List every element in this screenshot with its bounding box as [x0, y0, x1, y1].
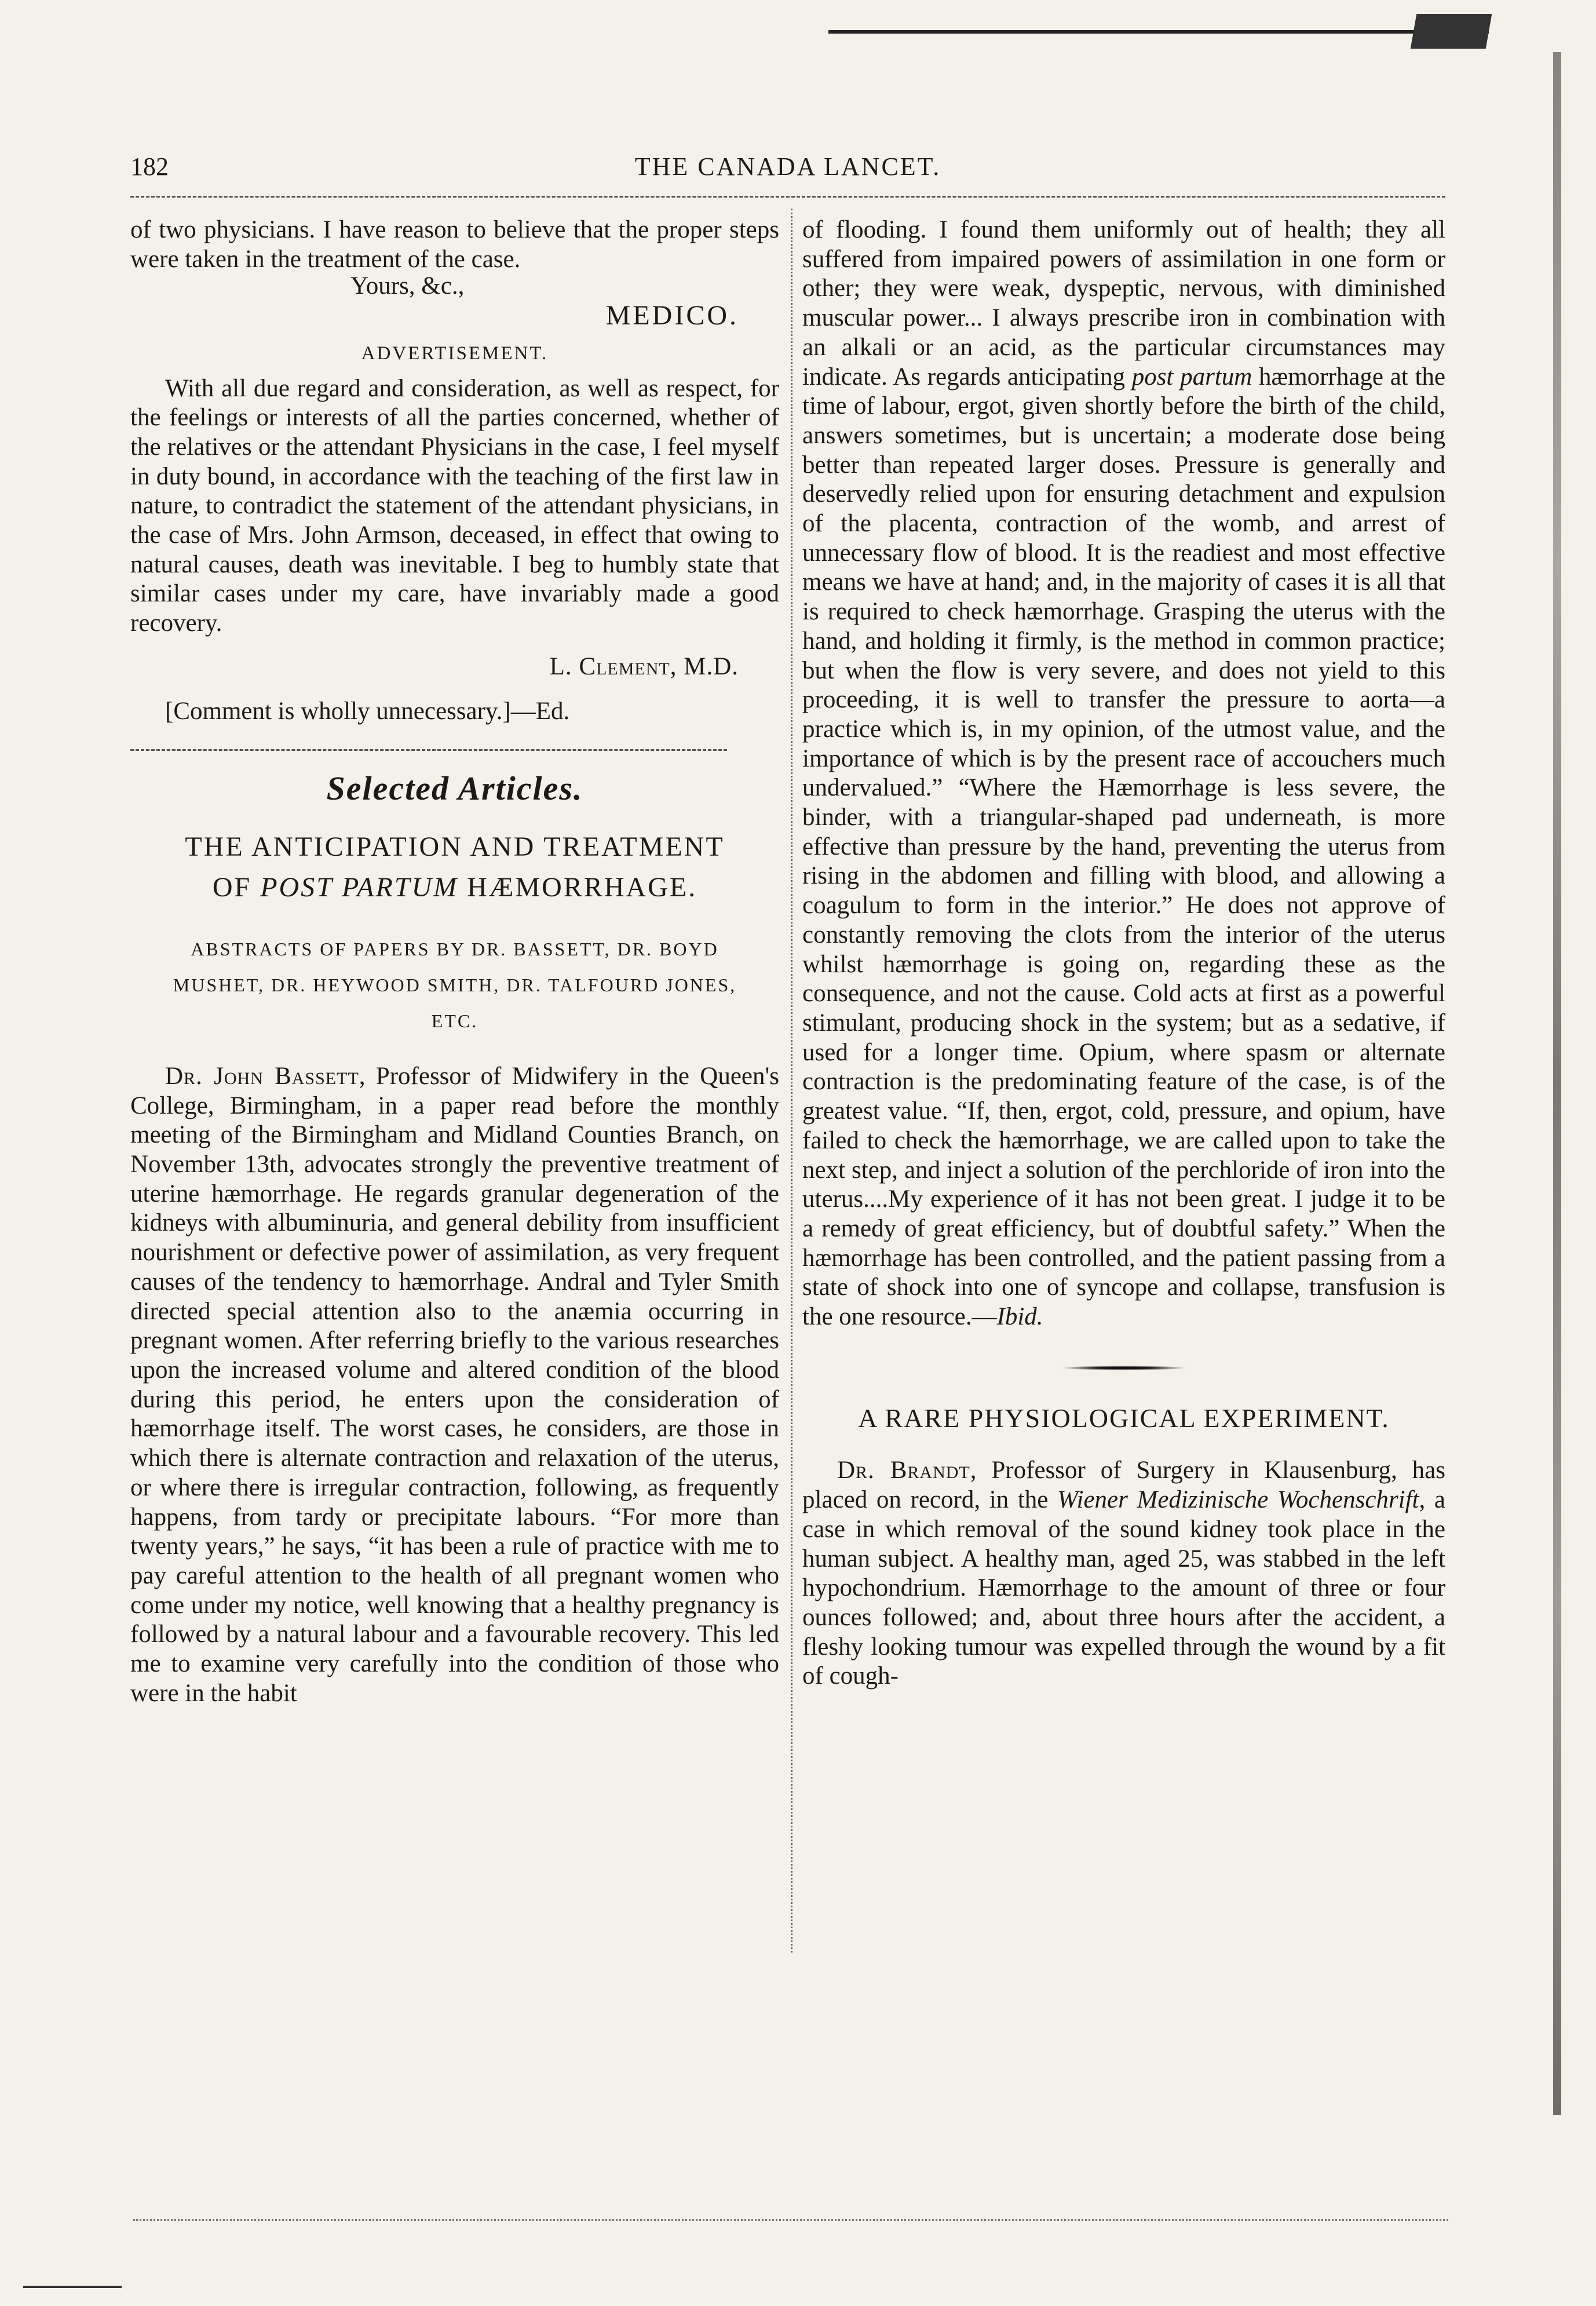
article-abstract-note: ABSTRACTS OF PAPERS BY DR. BASSETT, DR. BOYD MUSHET, DR. HEYWOOD SMITH, DR. TALFOURD JONES, ETC.: [173, 938, 737, 1031]
article-title-line-1: THE ANTICIPATION AND TREATMENT: [185, 831, 725, 862]
right-column: [802, 216, 1445, 1691]
page-edge-shadow: [1553, 52, 1561, 2115]
section-title: Selected Articles.: [326, 769, 583, 808]
column-rule: [791, 209, 792, 1953]
article-title: [130, 827, 779, 908]
page-header: [130, 152, 1445, 198]
article-title-italic: POST PARTUM: [260, 871, 459, 903]
continuation-text: hæmorrhage at the time of labour, ergot, given shortly before the birth of the child, answers sometimes, but is uncertain; a moderate dose being better than repeated larger doses. Pressure is generally and deservedly relied upon for ensuring detachment and expulsion of the placenta, contraction of the womb, and arrest of unnecessary flow of blood. It is the readiest and most effective means we have at hand; and, in the majority of cases it is all that is required to check hæmorrhage. Grasping the uterus with the hand, and holding it firmly, is the method in common practice; but when the flow is very severe, and does not yield to this proceeding, it is well to transfer the pressure to aorta—a practice which is, in my opinion, of the utmost value, and the importance of which is by the present race of accouchers much undervalued.” “Where the Hæmorrhage is less severe, the binder, with a triangular-shaped pad underneath, is more effective than pressure by the hand, preventing the uterus from rising in the abdomen and filling with blood, and allowing a coagulum to form in the interior.” He does not approve of constantly removing the clots from the interior of the uterus whilst hæmorrhage is going on, regarding these as the consequence, and not the cause. Cold acts at first as a powerful stimulant, producing shock in the system; but as a sedative, if used for a longer time. Opium, where spasm or alternate contraction is the predominating feature of the case, is of the greatest value. “If, then, ergot, cold, pressure, and opium, have failed to check the hæmorrhage, we are called upon to take the next step, and inject a solution of the perchloride of iron into the uterus....My experience of it has not been great. I judge it to be a remedy of great efficiency, but of doubtful safety.” When the hæmorrhage has been controlled, and the patient passing from a state of shock into one of syncope and collapse, transfusion is the one resource.—: [802, 363, 1445, 1331]
article-title-line-2: [130, 867, 779, 908]
journal-title: Wiener Medizinische Wochenschrift: [1057, 1486, 1419, 1514]
author-name: Dr. Brandt: [837, 1457, 970, 1484]
article2-body: [802, 1456, 1445, 1691]
page-number: 182: [130, 152, 169, 181]
article-body: [130, 1062, 779, 1708]
letter-continuation: of two physicians. I have reason to believe that the proper steps were taken in the treatment of the case.: [130, 216, 779, 273]
article-body-text: , Professor of Midwifery in the Queen's College, Birmingham, in a paper read before the monthly meeting of the Birmingham and Midland Counties Branch, on November 13th, advocates strongly the preventive treatment of uterine hæmorrhage. He regards granular degeneration of the kidneys with albuminuria, and general debility from insufficient nourishment or defective power of assimilation, as very frequent causes of the tendency to hæmorrhage. Andral and Tyler Smith directed special attention also to the anæmia occurring in pregnant women. After referring briefly to the various researches upon the increased volume and altered condition of the blood during this period, he enters upon the consideration of hæmorrhage itself. The worst cases, he considers, are those in which there is alternate contraction and relaxation of the uterus, or where there is irregular contraction, following, as frequently happens, from tardy or precipitate labours. “For more than twenty years,” he says, “it has been a rule of practice with me to pay careful attention to the health of all pregnant women who come under my notice, well knowing that a healthy pregnancy is followed by a natural labour and a favourable recovery. This led me to examine very carefully into the condition of those who were in the habit: [130, 1062, 779, 1707]
advertisement-heading: ADVERTISEMENT.: [361, 342, 549, 364]
article-separator: [1060, 1366, 1188, 1370]
top-scan-line: [828, 30, 1489, 34]
running-title: THE CANADA LANCET.: [634, 152, 941, 181]
advertisement-signature: L. Clement, M.D.: [549, 652, 739, 680]
continuation-text: of flooding. I found them uniformly out of health; they all suffered from impaired powers of assimilation in one form or other; they were weak, dyspeptic, nervous, with diminished muscular power... I always prescribe iron in combination with an alkali or an acid, as the particular circumstances may indicate. As regards anticipating: [802, 216, 1445, 391]
header-rule: [130, 196, 1445, 198]
article2-title: A RARE PHYSIOLOGICAL EXPERIMENT.: [858, 1403, 1390, 1433]
source-ibid: Ibid.: [996, 1303, 1043, 1331]
article-title-part: OF: [212, 871, 261, 903]
article2-text: , a case in which removal of the sound kidney took place in the human subject. A healthy man, aged 25, was stabbed in the left hypochondrium. Hæmorrhage to the amount of three or four ounces followed; and, about three hours after the accident, a fleshy looking tumour was expelled through the wound by a fit of cough-: [802, 1486, 1445, 1690]
editor-comment: [Comment is wholly unnecessary.]—Ed.: [165, 697, 570, 725]
article2-text: , Professor of Surgery in Klausenburg, has placed on record, in the: [802, 1457, 1445, 1514]
author-name: Dr. John Bassett: [165, 1062, 359, 1090]
left-column: [130, 216, 779, 1708]
article-title-part: HÆMORRHAGE.: [458, 871, 697, 903]
bottom-left-mark: [23, 2286, 122, 2288]
continuation-italic: post partum: [1131, 363, 1252, 391]
top-scan-mark: [1411, 14, 1492, 49]
letter-closing: Yours, &c.,: [350, 272, 465, 300]
article-continuation: [802, 216, 1445, 1332]
bottom-scan-line: [133, 2219, 1448, 2221]
letter-signature: MEDICO.: [605, 300, 739, 331]
section-separator: [130, 749, 727, 751]
advertisement-text: With all due regard and consideration, as well as respect, for the feelings or interests of all the parties concerned, whether of the relatives or the attendant Physicians in the case, I feel myself in duty bound, in accordance with the teaching of the first law in nature, to contradict the statement of the attendant physicians, in the case of Mrs. John Armson, deceased, in effect that owing to natural causes, death was inevitable. I beg to humbly state that similar cases under my care, have invariably made a good recovery.: [130, 374, 779, 637]
